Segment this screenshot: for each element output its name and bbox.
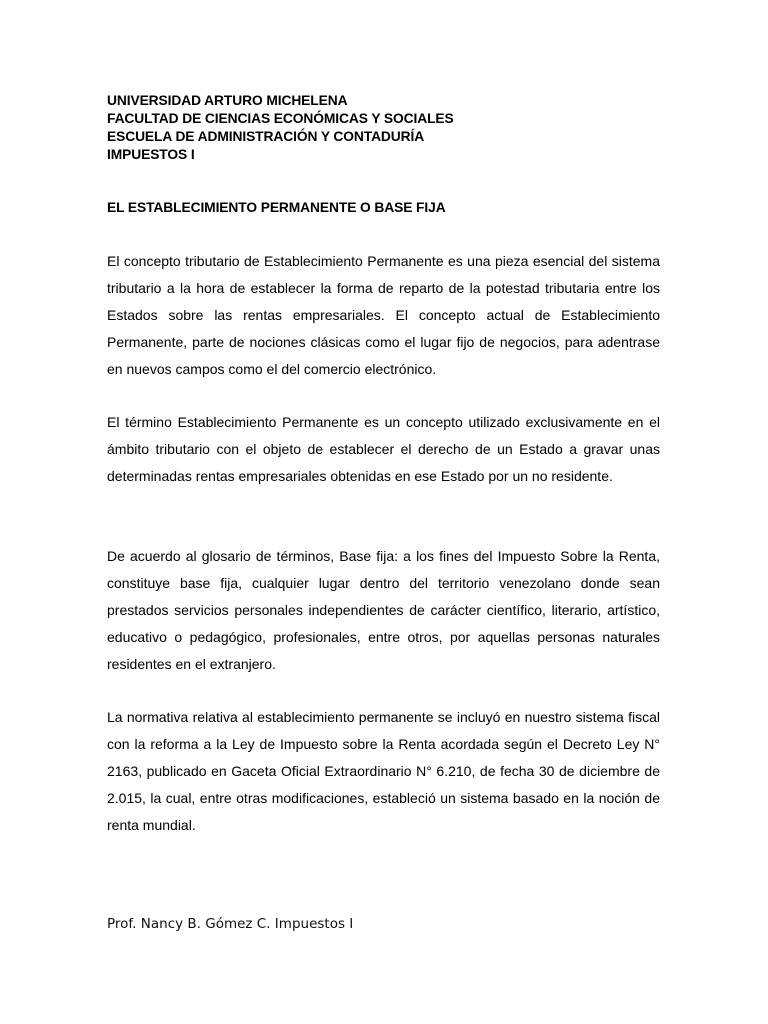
document-footer: Prof. Nancy B. Gómez C. Impuestos I xyxy=(107,916,354,932)
document-header xyxy=(107,92,667,164)
document-title: EL ESTABLECIMIENTO PERMANENTE O BASE FIJA xyxy=(107,200,446,215)
faculty-name: FACULTAD DE CIENCIAS ECONÓMICAS Y SOCIALES xyxy=(107,111,454,126)
paragraph-4: La normativa relativa al establecimiento permanente se incluyó en nuestro sistema fiscal con la reforma a la Ley de Impuesto sobre la Renta acordada según el Decreto Ley N° 2163, publicado en Gaceta Oficial Extraordinario N° 6.210, de fecha 30 de diciembre de 2.015, la cual, entre otras modificaciones, estableció un sistema basado en la noción de renta mundial. xyxy=(107,709,660,833)
paragraph-1: El concepto tributario de Establecimiento Permanente es una pieza esencial del sistema tributario a la hora de establecer la forma de reparto de la potestad tributaria entre los Estados sobre las rentas empresariales. El concepto actual de Establecimiento Permanente, parte de nociones clásicas como el lugar fijo de negocios, para adentrase en nuevos campos como el del comercio electrónico. xyxy=(107,253,660,377)
paragraph-2: El término Establecimiento Permanente es un concepto utilizado exclusivamente en el ámbito tributario con el objeto de establecer el derecho de un Estado a gravar unas determinadas rentas empresariales obtenidas en ese Estado por un no residente. xyxy=(107,414,660,484)
course-name: IMPUESTOS I xyxy=(107,147,195,162)
university-name: UNIVERSIDAD ARTURO MICHELENA xyxy=(107,93,348,108)
paragraph-3: De acuerdo al glosario de términos, Base fija: a los fines del Impuesto Sobre la Renta, constituye base fija, cualquier lugar dentro del territorio venezolano donde sean prestados servicios personales independientes de carácter científico, literario, artístico, educativo o pedagógico, profesionales, entre otros, por aquellas personas naturales residentes en el extranjero. xyxy=(107,548,660,672)
school-name: ESCUELA DE ADMINISTRACIÓN Y CONTADURÍA xyxy=(107,129,425,144)
